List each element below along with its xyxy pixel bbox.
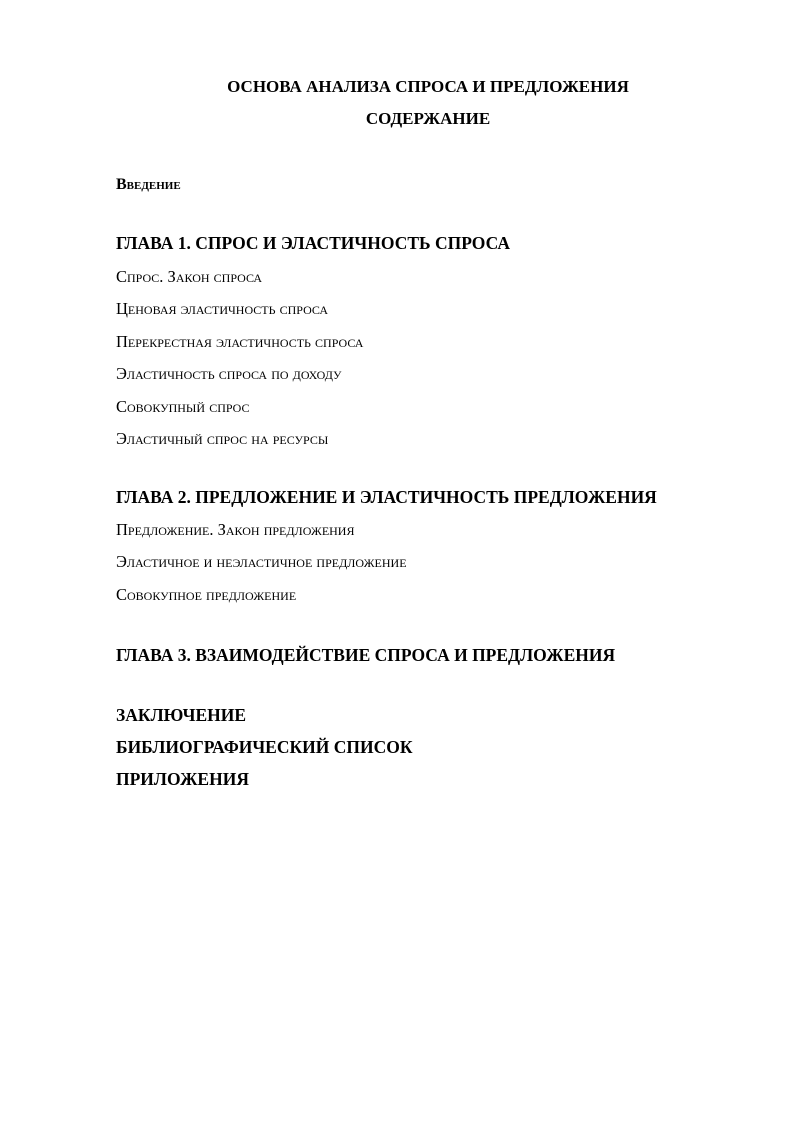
toc-section: Совокупный спрос [116,396,250,416]
toc-chapter-3: ГЛАВА 3. ВЗАИМОДЕЙСТВИЕ СПРОСА И ПРЕДЛОЖЕНИЯ [116,645,616,665]
toc-heading: СОДЕРЖАНИЕ [365,109,491,128]
toc-chapter-1: ГЛАВА 1. СПРОС И ЭЛАСТИЧНОСТЬ СПРОСА [116,233,511,253]
toc-section: Предложение. Закон предложения [116,520,355,539]
toc-appendices: ПРИЛОЖЕНИЯ [116,769,249,789]
document-title: ОСНОВА АНАЛИЗА СПРОСА И ПРЕДЛОЖЕНИЯ [227,77,629,96]
toc-introduction: Введение [116,176,181,193]
toc-section: Совокупное предложение [116,584,297,604]
toc-section: Ценовая эластичность спроса [116,299,328,319]
toc-section: Эластичность спроса по доходу [116,364,342,384]
toc-chapter-2-sections [116,519,407,616]
toc-section: Перекрестная эластичность спроса [116,331,364,351]
toc-section: Эластичный спрос на ресурсы [116,428,329,448]
toc-conclusion: ЗАКЛЮЧЕНИЕ [116,705,247,725]
toc-chapter-2: ГЛАВА 2. ПРЕДЛОЖЕНИЕ И ЭЛАСТИЧНОСТЬ ПРЕДЛОЖЕНИЯ [116,487,657,507]
toc-chapter-1-sections [116,266,363,460]
toc-section: Спрос. Закон спроса [116,267,263,286]
toc-bibliography: БИБЛИОГРАФИЧЕСКИЙ СПИСОК [116,737,413,757]
toc-back-matter [116,704,413,800]
toc-section: Эластичное и неэластичное предложение [116,552,407,572]
